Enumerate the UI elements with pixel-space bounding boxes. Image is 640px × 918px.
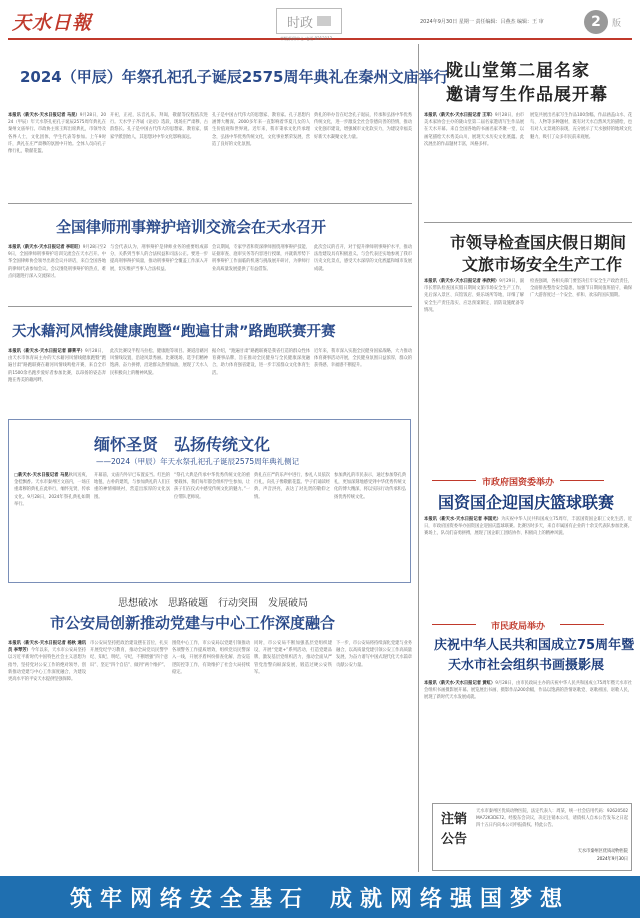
article4-byline: 本报讯（新天水·天水日报记者 杨秋 通讯员 李琴芳）	[8, 641, 86, 654]
feature-subtitle: ——2024（甲辰）年天水祭孔祀孔子诞辰2575周年典礼侧记	[96, 457, 300, 466]
right1-text1: 9月28日，由市美术家协会主办的陇山堂第二届名家邀请写生作品展在天水开幕。来自全国各地的书画名家齐聚一堂，以画笔描绘天水秀美山川，展现天水历史文化底蕴。此次展出的作品题材丰富，风格多样。	[424, 113, 524, 147]
page-number-badge: 2	[584, 10, 608, 34]
right2-text1: 9月29日，副市长带队检查国庆假日期间文旅市场安全生产工作，先后深入景区、宾馆饭店、娱乐场所等地，详细了解安全生产责任落实、应急预案制定、消防设施配备等情况。	[424, 279, 524, 313]
feature-byline: □新天水·天水日报记者 马昆	[14, 473, 69, 478]
article3-col4: 近年来，我市深入实施全民健身国家战略，大力推动体育赛事活动开展，全民健身氛围日益浓厚，群众的获得感、幸福感不断提升。	[314, 349, 412, 369]
article3-col3: 据介绍，“跑遍甘肃”路跑联赛是我省打造的群众性体育赛事品牌，旨在推动全民健身与全民健康深度融合，助力体育强省建设，进一步丰富群众文化体育生活。	[212, 349, 310, 376]
headline-public-security: 市公安局创新推动党建与中心工作深度融合	[50, 614, 336, 632]
feature-col4: 典礼在庄严的乐声中进行，参礼人员依次行礼，向孔子像敬献花篮。学子们诵读经典，声音洪亮，表达了对先贤的敬仰之情。	[254, 473, 330, 500]
feature-col3: “祭孔大典是传承中华优秀传统文化的重要载体，我们每年都会组织学生参加，让孩子们在仪式中感受传统文化的魅力。”一位带队老师说。	[174, 473, 250, 500]
article4-col2: 市公安局坚持把政治建设摆在首位，扎实开展党纪学习教育，推动全局党员民警学纪、知纪、明纪、守纪，不断增强“四个意识”、坚定“四个自信”、做到“两个维护”。	[90, 641, 168, 668]
divider	[8, 306, 412, 307]
right4-byline: 本报讯（新天水·天水日报记者 黄虹）	[424, 681, 496, 686]
headline-art-exhibition-1: 陇山堂第二届名家	[446, 61, 590, 81]
notice-signature: 天水市秦州区优质动物医院	[577, 849, 628, 854]
right1-byline: 本报讯（新天水·天水日报记者 王军）	[424, 113, 495, 118]
divider	[8, 203, 412, 204]
article3-col1	[8, 348, 106, 414]
right1-col1	[424, 112, 524, 218]
right1-col2: 展览共展出名家写生作品100余幅，作品涵盖山水、花鸟、人物等多种题材，既有对天水自然风光的描绘，也有对人文景观的表现，充分展示了天水独特的地域文化魅力，吸引了众多市民前来观展。	[530, 113, 632, 140]
article2-col4: 此次会议的召开，对于提升律师刑事辩护水平，推动法治建设具有积极意义。与会代表还实地参观了我市历史文化景点，感受天水深厚的文化底蕴和城市发展成就。	[314, 245, 412, 272]
article2-text1: 9月28日至29日，全国律师刑事辩护培训交流会在天水召开。中华全国律师协会领导出席会议并讲话，来自全国各地的律师代表参加会议。会议围绕刑事辩护的热点、难点问题进行深入交流探讨。	[8, 245, 106, 279]
section-icon	[317, 16, 331, 26]
column-divider	[418, 44, 419, 872]
right2-col2: 检查强调，各相关部门要坚决扛牢安全生产政治责任，全面排查整治安全隐患，加强节日期间值班值守，确保广大游客度过一个安全、祥和、欢乐的国庆假期。	[530, 279, 632, 299]
feature-col5: 参加典礼的市民表示，通过参加祭孔典礼，更加深刻地感受到中华优秀传统文化的博大精深，将以实际行动传承和弘扬优秀传统文化。	[334, 473, 406, 500]
article4-col5: 下一步，市公安局将持续深化党建与业务融合，以高质量党建引领公安工作高质量发展，为奋力谱写中国式现代化天水篇章贡献公安力量。	[336, 641, 412, 668]
article4-tagline: 思想破冰 思路破题 行动突围 发展破局	[118, 598, 308, 609]
article3-col2: 此次比赛设半程马拉松、健康跑等项目。赛道沿藉河风情线设置，沿途风景秀丽。比赛现场，选手们精神饱满、奋力拼搏，沿途群众热情加油，展现了天水人民积极向上的精神风貌。	[110, 349, 208, 376]
right3-text: 为庆祝中华人民共和国成立75周年，丰富国资国企职工文化生活，近日，市政府国资委举办国资国企迎国庆篮球联赛。比赛历时多天，来自市属国有企业的十余支代表队参加比赛。赛场上，队员们奋勇拼搏，展现了国企职工团结协作、积极向上的精神风貌。	[424, 517, 632, 537]
article1-col2: 开祀，正祀，乐音礼乐，拜谒，敬献等仪程依次进行。天水学子齐诵《论语》选段，现场庄严肃穆，古韵悠长。孔子是中国古代伟大的思想家、教育家，儒家学派创始人，其思想对中华文化影响深远。	[110, 113, 208, 140]
right3-body	[424, 516, 632, 614]
date-line: 2024年9月30日 星期一 责任编辑：吕燕杰 编辑：王 审	[420, 19, 544, 25]
footer-slogan-right: 成就网络强国梦想	[330, 886, 571, 912]
article4-col4: 同时，市公安局不断加强基层党组织建设，开展“党建+”系列活动，打造党建品牌，激发基层党组织活力，推动全面从严管党治警向纵深发展，锻造过硬公安铁军。	[254, 641, 332, 675]
article3-byline: 本报讯（新天水·天水日报记者 薛莱平）	[8, 349, 85, 354]
section-name: 时政	[286, 15, 313, 31]
article4-text1: 今年以来，天水市公安局坚持以习近平新时代中国特色社会主义思想为指导，坚持党对公安工作的绝对领导，创新推动党建与中心工作深度融合，为建设更高水平的平安天水提供坚强保障。	[8, 648, 86, 683]
article4-col1	[8, 640, 86, 870]
page-label: 版	[612, 19, 622, 29]
right3-label: 市政府国资委举办	[480, 474, 556, 488]
section-label	[276, 8, 342, 34]
masthead	[8, 6, 632, 40]
article2-byline: 本报讯（新天水·天水日报记者 李旺旺）	[8, 245, 83, 250]
headline-basketball: 国资国企迎国庆篮球联赛	[438, 493, 615, 512]
article1-byline: 本报讯（新天水·天水日报记者 马昆）	[8, 113, 80, 118]
feature-title: 缅怀圣贤 弘扬传统文化	[94, 435, 271, 454]
article1-col1	[8, 112, 106, 198]
divider	[424, 222, 632, 223]
notice-text: 天水市秦州区优质动物医院，法定代表人：周某，统一社会信用代码：92620502MA72K3DE72。经股东会决议，决定注销本公司，请债权人自本公告发布之日起四十五日内向本公司申报债权。特此公告。	[476, 809, 628, 829]
feature-col1	[14, 472, 90, 578]
headline-market-safety-1: 市领导检查国庆假日期间	[450, 233, 627, 252]
feature-text1: 秋风送爽，金桂飘香。天水市秦州区文庙内，一场庄重肃穆的典礼在此举行，缅怀先贤，传承文化。9月28日，2024年祭孔典礼如期举行。	[14, 473, 90, 507]
right4-text: 9月28日，由市民政局主办的庆祝中华人民共和国成立75周年暨天水市社会组织书画摄影展开幕。展览展出书画、摄影作品200余幅，作品以饱满的热情讴歌党、讴歌祖国、讴歌人民，展现了新时代天水发展成就。	[424, 681, 632, 701]
right4-label: 市民政局举办	[480, 618, 556, 632]
article3-text1: 9月28日，由天水市体育局主办的天水藉河风情线健康跑暨“跑遍甘肃”路跑联赛在藉河风情线鸣枪开赛，来自全市的1500余名跑步爱好者参加比赛，以昂扬的姿态奔跑在秀美的藉河畔。	[8, 349, 106, 383]
article2-col1	[8, 244, 106, 302]
headline-photo-exhibition-2: 天水市社会组织书画摄影展	[448, 658, 605, 673]
headline-confucius-ceremony: 2024（甲辰）年祭孔祀孔子诞辰2575周年典礼在秦州文庙举行	[20, 68, 449, 86]
newspaper-logo: 天水日報	[12, 12, 93, 34]
article4-col3: 围绕中心工作，市公安局以党建引领推动各项警务工作提质增效，组织党员民警深入一线，开展矛盾纠纷排查化解、治安巡逻防控等工作，有效维护了社会大局持续稳定。	[172, 641, 250, 675]
footer-slogan-left: 筑牢网络安全基石	[69, 886, 310, 912]
feature-col2: 开幕前，文庙内外早已布置妥当。红色的地毯、古朴的建筑，与参加典礼的人们庄重的神情相映衬，营造出浓厚的文化氛围。	[94, 473, 170, 500]
headline-art-exhibition-2: 邀请写生作品展开幕	[446, 85, 608, 105]
right2-byline: 本报讯（新天水·天水日报记者 李欣柯）	[424, 279, 500, 284]
right4-body	[424, 680, 632, 798]
right2-col1	[424, 278, 524, 472]
masthead-subtitle: 市级新闻中心 电话 8213112	[280, 36, 333, 41]
article1-col4: 典礼的举办旨在纪念孔子诞辰，传承和弘扬中华优秀传统文化，进一步激发全社会崇德向善的热情，推动文化强市建设，增强城市文化软实力，为建设幸福美好新天水凝聚文化力量。	[314, 113, 412, 140]
headline-market-safety-2: 文旅市场安全生产工作	[462, 255, 623, 274]
article1-col3: 孔子是中国古代伟大的思想家、教育家。孔子思想内涵博大精深，2000多年来一直影响着华夏儿女的人生价值观和世界观。近年来，我市秉承文化传承理念，弘扬中华优秀传统文化，文化事业繁荣发展，营造了良好的文化氛围。	[212, 113, 310, 147]
headline-lawyers-conference: 全国律师刑事辩护培训交流会在天水召开	[56, 218, 327, 236]
notice-date: 2024年9月30日	[596, 857, 628, 862]
article2-col2: 与会代表认为，刑事辩护是律师业务的重要组成部分，关系到当事人的合法权益和司法公正。要进一步提高刑事辩护质量，推动刑事辩护全覆盖工作深入开展，切实维护当事人合法权益。	[110, 245, 208, 272]
notice-label: 注销公告	[440, 812, 467, 847]
right3-byline: 本报讯（新天水·天水日报记者 李国光）	[424, 517, 501, 522]
headline-running-race: 天水藉河风情线健康跑暨“跑遍甘肃”路跑联赛开赛	[12, 324, 336, 340]
article2-col3: 会议期间，专家学者和资深律师围绕刑事辩护技能、证据审查、庭审实务等内容进行授课，并就新形势下刑事辩护工作面临的机遇与挑战展开研讨，为律师行业高质量发展提供了有益借鉴。	[212, 245, 310, 272]
article1-text1: 9月28日，2024（甲辰）年天水祭孔祀孔子诞辰2575周年典礼在秦州文庙举行。市政协主席王辉出席典礼，市领导及各界人士，文化团体，学生代表等参加。上午9时许，典礼在庄严肃穆的氛围中开始。全体人员向孔子像行礼，敬献花篮。	[8, 113, 106, 155]
footer-banner	[0, 876, 640, 918]
headline-photo-exhibition-1: 庆祝中华人民共和国成立75周年暨	[434, 638, 635, 653]
